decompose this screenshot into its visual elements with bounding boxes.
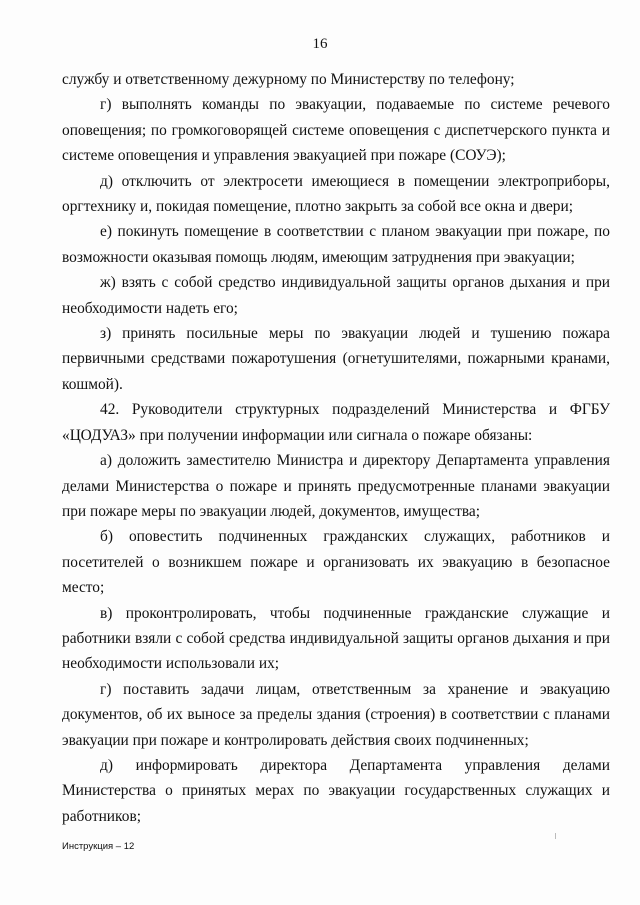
paragraph-item-d-2: д) информировать директора Департамента управления делами Министерства о принятых мерах по эвакуации государственных служащих и работников; (62, 756, 610, 825)
paragraph-item-v: в) проконтролировать, чтобы подчиненные гражданские служащие и работники взяли с собой средства индивидуальной защиты органов дыхания и при необходимости использовали их; (62, 604, 610, 673)
paragraph-item-g: г) выполнять команды по эвакуации, подаваемые по системе речевого оповещения; по громкоговорящей системе оповещения с диспетчерского пункта и системе оповещения и управления эвакуацией при пожаре (СОУЭ); (62, 96, 610, 165)
paragraph-item-e: е) покинуть помещение в соответствии с планом эвакуации при пожаре, по возможности оказывая помощь людям, имеющим затруднения при эвакуации; (62, 223, 610, 266)
document-body (62, 67, 610, 829)
paragraph-clause-42: 42. Руководители структурных подразделений Министерства и ФГБУ «ЦОДУАЗ» при получении информации или сигнала о пожаре обязаны: (62, 401, 610, 444)
page-number: 16 (312, 36, 328, 52)
paragraph-continuation: службу и ответственному дежурному по Министерству по телефону; (62, 71, 515, 88)
paragraph-item-d: д) отключить от электросети имеющиеся в помещении электроприборы, оргтехнику и, покидая помещение, плотно закрыть за собой все окна и двери; (62, 172, 610, 216)
paragraph-item-z: з) принять посильные меры по эвакуации людей и тушению пожара первичными средствами пожаротушения (огнетушителями, пожарными кранами, кошмой). (62, 325, 610, 393)
scan-speck (555, 833, 556, 839)
paragraph-item-a: а) доложить заместителю Министра и директору Департамента управления делами Министерства о пожаре и принять предусмотренные планами эвакуации при пожаре меры по эвакуации людей, документов, имущества; (62, 452, 610, 520)
paragraph-item-g-2: г) поставить задачи лицам, ответственным за хранение и эвакуацию документов, об их выносе за пределы здания (строения) в соответствии с планами эвакуации при пожаре и контролировать действия своих подчиненных; (62, 680, 610, 749)
paragraph-item-b: б) оповестить подчиненных гражданских служащих, работников и посетителей о возникшем пожаре и организовать их эвакуацию в безопасное место; (62, 528, 610, 597)
page-footer: Инструкция – 12 (62, 841, 135, 852)
paragraph-item-zh: ж) взять с собой средство индивидуальной защиты органов дыхания и при необходимости надеть его; (62, 274, 610, 317)
